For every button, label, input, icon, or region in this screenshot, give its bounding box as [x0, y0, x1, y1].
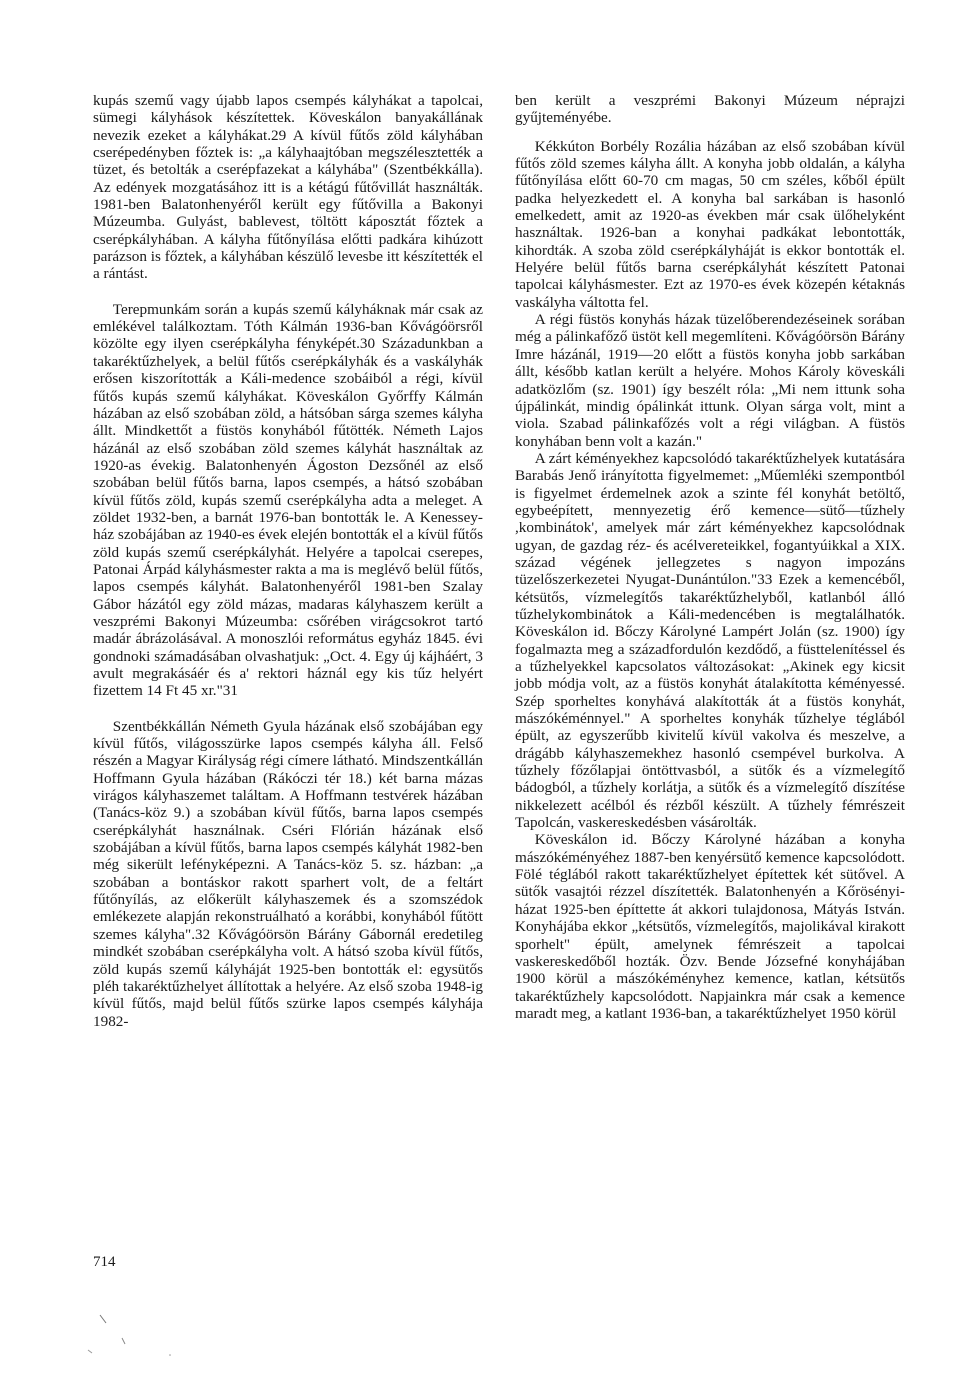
right-paragraph-2: Kékkúton Borbély Rozália házában az első szobában kívül fűtős zöld szemes kályha állt. A konyha jobb oldalán, a kályha fűtőnyílása előtt 60-70 cm magas, 50 cm széles, kőből épült padka helyezkedett el. A konyha bal sarkában is hasonló emelkedett, amit az 1920-as években már csak ülőhelyként használtak. 1926-ban a konyhai padkákat lebontották, kihordták. A szoba zöld cserépkályháját is ekkor bontották el. Helyére belül fűtős barna cserépkályhát készített Patonai tapolcai kályhásmester. Ezt az 1970-es évek közepén kétaknás vaskályha váltotta fel. [515, 137, 905, 311]
left-paragraph-3: Szentbékkállán Németh Gyula házának első szobájában egy kívül fűtős, világosszürke lapos csempés kályha áll. Felső részén a Magyar Királyság régi címere látható. Mindszentkállán Hoffmann Gyula házában (Rákóczi tér 18.) két barna mázas virágos kályhaszemet találtam. A Hoffmann testvérek házában (Tanács-köz 9.) a szobában kívül fűtős, barna lapos csempés cserépkályhát használnak. Cséri Flórián házának első szobájában a kívül fűtős, barna lapos csempés kályhát 1982-ben még sikerült lefényképezni. A Tanács-köz 5. sz. házban: „a szobában a bontáskor rakott sparhert volt, de a feltárt fűtőnyílás, az előkerült kályhaszemek és a szomszédok emlékezete alapján rekonstruálható a korábbi, konyhából fűtött szemes kályha".32 Kővágóörsön Bárány Gábornál eredetileg mindkét szobában cserépkályha volt. A hátsó szoba kívül fűtős, zöld kupás szemű kályháját 1925-ben bontották el: egysütős pléh takaréktűzhelyet állítottak a helyére. Az első szoba 1948-ig kívül fűtős, majd belül fűtős szürke lapos csempés kályhája 1982- [93, 717, 483, 1030]
left-paragraph-2: Terepmunkám során a kupás szemű kályháknak már csak az emlékével találkoztam. Tóth Kálmán 1936-ban Kővágóörsről közölte egy ilyen cserépkályha fényképét.30 Századunkban a takaréktűzhelyek, a belül fűtős cserépkályhák és a vaskályhák erősen kiszorították a Káli-medence szobáiból a régi, kívül fűtős kupás szemű kályhákat. Köveskálon Győrffy Kálmán házában az első szobában zöld, a hátsóban sárga szemes kályha állt. Mindkettőt a füstös konyhából fűtötték. Németh Lajos házánál az első szobában zöld szemes kályhát használtak az 1920-as évekig. Balatonhenyén Ágoston Dezsőnél az első szobában belül fűtős barna, lapos csempés, a hátsó szobában kívül fűtős zöld, kupás szemű cserépkályha adta a meleget. A zöldet 1932-ben, a barnát 1976-ban bontották le. A Kenessey-ház szobájában az 1940-es évek elején bontották el a kívül fűtős zöld kupás szemű cserépkályhát. Helyére a tapolcai cserepes, Patonai Árpád kályhásmester rakta a ma is meglévő belül fűtős, lapos csempés kályhát. Balatonhenyéről 1981-ben Szalay Gábor házától egy zöld mázas, madaras kályhaszem került a veszprémi Bakonyi Múzeumba: csőrében virágcsokrot tartó madár ábrázolásával. A monoszlói református egyház 1845. évi gondnoki számadásában olvashatjuk: „Oct. 4. Egy új kájháért, 3 avult megrakásáér és a' rektori háznál egy kis tűz helyért fizettem 14 Ft 45 xr."31 [93, 300, 483, 700]
scan-specks [80, 1310, 200, 1370]
left-text-column [93, 92, 483, 1030]
right-paragraph-1: ben került a veszprémi Bakonyi Múzeum néprajzi gyűjteményébe. [515, 92, 905, 127]
right-paragraph-4: A zárt kéményekhez kapcsolódó takaréktűzhelyek kutatására Barabás Jenő irányította figyelmemet: „Műemléki szempontból is figyelmet érdemelnek azok a szinte fél konyhát betöltő, egybeépített, mennyezetig érő kemence—sütő—tűzhely ,kombinátok', amelyek már zárt kéményekhez kapcsolódnak ugyan, de gazdag réz- és acélvereteikkel, fogantyúikkal a XIX. század végének jellegzetes s nagyon impozáns tüzelőszerkezetei Nyugat-Dunántúlon."33 Ezek a kemencéből, kétsütős, vízmelegítős takaréktűzhelyből, katlanból álló tűzhelykombinátok a Káli-medencében is megtalálhatók. Köveskálon id. Bőczy Károlyné Lampért Jolán (sz. 1900) így fogalmazta meg a századfordulón kezdődő, a füsttelenítéssel és a tűzhelyekkel kapcsolatos változásokat: „Akinek egy kicsit jobb módja volt, az a füstös konyhát átalakította kéményessé. Szép sporheltes konyhává alakították át a füstös konyhát, mászókéménnyel." A sporheltes konyhák tűzhelye téglából épült, az egyszerűbb kivitelű kívül vakolva és meszelve, a drágább kályhaszemekhez hasonló csempével burkolva. A tűzhely főzőlapjai öntöttvasból, a sütők és a vízmelegítő bádogból, a tűzhely korlátja, a sütők és a vízmelegítő díszítése nikkelezett acélból és rézből készült. A tűzhely fémrészeit Tapolcán, vaskereskedésben vásárolták. [515, 449, 905, 832]
right-paragraph-3: A régi füstös konyhás házak tüzelőberendezéseinek sorában még a pálinkafőző üstöt kell megemlíteni. Kővágóörsön Bárány Imre házánál, 1919—20 előtt a füstös konyha jobb sarkában állt, később katlan került a helyére. Mohos Károly köveskáli adatközlőm (sz. 1901) így beszélt róla: „Mi nem ittunk soha újpálinkát, mindig ópálinkát ittunk. Olyan sárga volt, mint a viola. Szabad pálinkafőzés volt a régi világban. A füstös konyhában benn volt a kazán." [515, 311, 905, 450]
page-number: 714 [93, 1254, 116, 1270]
left-paragraph-1: kupás szemű vagy újabb lapos csempés kályhákat a tapolcai, sümegi kályhások készítettek. Köveskálon banyakállának nevezik ezeket a kályhákat.29 A kívül fűtős zöld kályhában cserépedényben főztek is: „a kályhaajtóban megszélesztették a tüzet, és betolták a cserépfazekat a kályhába" (Szentbékkálla). Az edények mozgatásához itt is a kétágú fűtővillát használták. 1981-ben Balatonhenyéről került egy fűtővilla a Bakonyi Múzeumba. Gulyást, bablevest, töltött káposztát főztek a cserépkályhában. A kályha fűtőnyílása előtti padkára kihúzott parázson is főztek, a kályhában készülő levesbe itt készítették el a rántást. [93, 92, 483, 283]
right-text-column [515, 92, 905, 1022]
right-paragraph-5: Köveskálon id. Bőczy Károlyné házában a konyha mászókéményéhez 1887-ben kenyérsütő kemence kapcsolódott. Fölé téglából rakott takaréktűzhelyet építettek két sütővel. A sütők vasajtói rézzel díszítették. Balatonhenyén a Kőrösényi-házat 1925-ben építtette át akkori tulajdonosa, Mátyás István. Konyhájába ekkor „kétsütős, vízmelegítős, majolikával kirakott sporhelt" épült, amelynek fémrészeit a tapolcai vaskereskedőből hozták. Özv. Bende Józsefné konyhájában 1900 körül a mászókéményhez kemence, katlan, kétsütős takaréktűzhely kapcsolódott. Napjainkra már csak a kemence maradt meg, a katlant 1936-ban, a takaréktűzhelyet 1950 körül [515, 831, 905, 1022]
